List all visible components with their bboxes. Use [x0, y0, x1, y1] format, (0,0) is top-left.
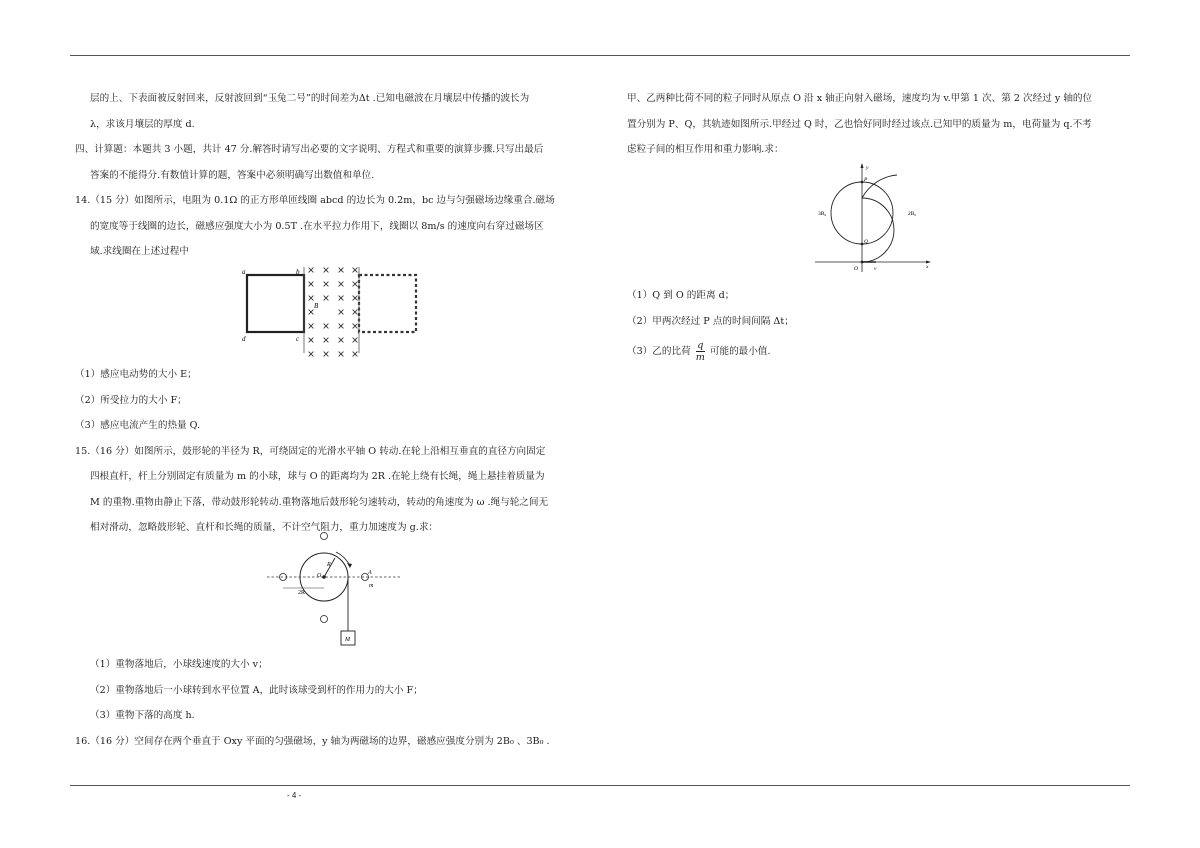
label-R: R — [327, 562, 331, 568]
subquestion: （1）重物落地后，小球线速度的大小 v； — [90, 659, 268, 670]
text-line: λ，求该月壤层的厚度 d. — [90, 118, 195, 130]
label-O: O — [854, 266, 858, 272]
top-rule — [70, 55, 1130, 56]
figure-drum-wheel — [262, 530, 407, 652]
label-b: b — [296, 268, 300, 276]
subquestion: （1）Q 到 O 的距离 d； — [627, 290, 735, 301]
text-line: 域.求线圈在上述过程中 — [90, 246, 189, 257]
question-14: 14.（15 分）如图所示，电阻为 0.1Ω 的正方形单匝线圈 abcd 的边长为 0.2m，bc 边与匀强磁场边缘重合.磁场 — [75, 195, 555, 206]
subquestion: （3）感应电流产生的热量 Q. — [75, 420, 201, 431]
q14-subquestions — [75, 362, 605, 541]
text-line: 四根直杆，杆上分别固定有质量为 m 的小球，球与 O 的距离均为 2R .在轮上绕有长绳，绳上悬挂着质量为 — [90, 471, 545, 482]
text-line: 甲、乙两种比荷不同的粒子同时从原点 O 沿 x 轴正向射入磁场，速度均为 v.甲第 1 次、第 2 次经过 y 轴的位 — [627, 93, 1093, 104]
label-B: B — [314, 302, 319, 310]
figure-coil-magnetic-field — [238, 265, 423, 361]
label-m: m — [369, 583, 374, 589]
label-Q: Q — [864, 239, 868, 245]
section-heading: 四、计算题：本题共 3 小题，共计 47 分.解答时请写出必要的文字说明、方程式和重要的演算步骤.只写出最后 — [75, 144, 544, 155]
left-column — [75, 86, 605, 265]
label-2B0: 2B₀ — [908, 211, 917, 217]
subquestion: （1）感应电动势的大小 E； — [75, 369, 197, 380]
label-3B0: 3B₀ — [818, 211, 827, 217]
text-line: 置分别为 P、Q，其轨迹如图所示.甲经过 Q 时，乙也恰好同时经过该点.已知甲的质量为 m，电荷量为 q.不考 — [627, 118, 1092, 130]
text-line: 层的上、下表面被反射回来，反射波回到“玉兔二号”的时间差为Δt .已知电磁波在月壤层中传播的波长为 — [90, 93, 530, 104]
label-a: a — [242, 268, 246, 276]
label-A: A — [368, 570, 372, 576]
label-y: y — [866, 165, 869, 171]
label-d: d — [242, 335, 246, 343]
subquestion: （2）重物落地后一小球转到水平位置 A，此时该球受到杆的作用力的大小 F； — [90, 684, 423, 696]
subquestion: （2）甲两次经过 P 点的时间间隔 Δt； — [627, 315, 794, 327]
text-line: 答案的不能得分.有数值计算的题，答案中必须明确写出数值和单位. — [90, 169, 375, 181]
figure-particle-trajectory — [810, 160, 935, 275]
label-c: c — [296, 335, 300, 343]
label-P: P — [864, 177, 868, 183]
fraction-q-over-m: $\frac{q}{m}$ — [695, 340, 705, 363]
label-M: M — [345, 637, 350, 643]
text-line: 的宽度等于线圈的边长，磁感应强度大小为 0.5T .在水平拉力作用下，线圈以 8m/s 的速度向右穿过磁场区 — [90, 220, 544, 232]
subquestion: （3）重物下落的高度 h. — [90, 710, 195, 721]
text-line: 相对滑动，忽略鼓形轮、直杆和长绳的质量，不计空气阻力，重力加速度为 g.求： — [90, 522, 439, 533]
bottom-rule — [70, 785, 1130, 786]
right-column — [627, 86, 1127, 163]
subquestion: （3）乙的比荷 $\frac{q}{m}$ 可能的最小值. — [627, 340, 771, 363]
label-v: v — [874, 266, 877, 272]
question-16: 16.（16 分）空间存在两个垂直于 Oxy 平面的匀强磁场，y 轴为两磁场的边界，磁感应强度分别为 2B₀ 、3B₀ . — [75, 735, 550, 747]
text-line: 虑粒子间的相互作用和重力影响.求： — [627, 144, 784, 155]
subquestion: （2）所受拉力的大小 F； — [75, 394, 187, 406]
q15-subquestions — [75, 652, 605, 754]
question-15: 15.（16 分）如图所示，鼓形轮的半径为 R，可绕固定的光滑水平轴 O 转动.在轮上沿相互垂直的直径方向固定 — [75, 445, 546, 457]
q16-subquestions — [627, 283, 1127, 363]
label-O: O — [317, 573, 322, 579]
page-number: - 4 - — [287, 791, 302, 800]
text-line: M 的重物.重物由静止下落，带动鼓形轮转动.重物落地后鼓形轮匀速转动，转动的角速度为 ω .绳与轮之间无 — [90, 496, 549, 508]
label-x: x — [926, 264, 929, 270]
label-2R: 2R — [298, 590, 306, 596]
